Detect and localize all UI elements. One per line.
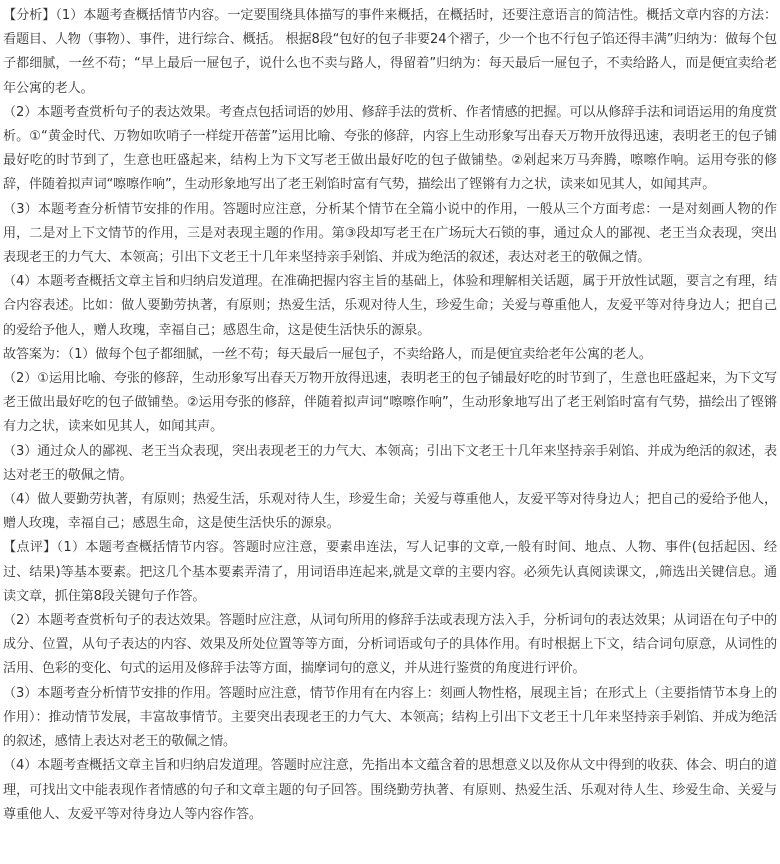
comment-part-1: 【点评】（1）本题考查概括情节内容。答题时应注意，要素串连法，写人记事的文章,一般有时间、地点、人物、事件(包括起因、经过、结果)等基本要素。把这几个基本要素弄清了，用词语串连起来,就是文章的主要内容。必须先认真阅读课文，,筛选出关键信息。通读文章，抓住第8段关键句子作答。 xyxy=(3,540,777,604)
answer-part-1: 故答案为：（1）做每个包子都细腻，一丝不苟；每天最后一屉包子，不卖给路人，而是便宜卖给老年公寓的老人。 xyxy=(3,346,652,362)
analysis-part-4: （4）本题考查概括文章主旨和归纳启发道理。在准确把握内容主旨的基础上，体验和理解相关话题，属于开放性试题，要言之有理，结合内容表述。比如：做人要勤劳执著，有原则；热爱生活，乐观对待人生，珍爱生命；关爱与尊重他人，友爱平等对待身边人；把自己的爱给予他人，赠人玫瑰，幸福自己；感恩生命，这是使生活快乐的源泉。 xyxy=(3,274,777,338)
comment-part-4: （4）本题考查概括文章主旨和归纳启发道理。答题时应注意，先指出本文蕴含着的思想意义以及你从文中得到的收获、体会、明白的道理，可找出文中能表现作者情感的句子和文章主题的句子回答。围绕勤劳执著、有原则、热爱生活、乐观对待人生、珍爱生命、关爱与尊重他人、友爱平等对待身边人等内容作答。 xyxy=(3,758,777,822)
analysis-part-3: （3）本题考查分析情节安排的作用。答题时应注意，分析某个情节在全篇小说中的作用，一般从三个方面考虑：一是对刻画人物的作用，二是对上下文情节的作用，三是对表现主题的作用。第③段却写老王在广场玩大石锁的事，通过众人的鄙视、老王当众表现，突出表现老王的力气大、本领高；引出下文老王十几年来坚持亲手剁馅、并成为绝活的叙述，表达对老王的敬佩之情。 xyxy=(3,201,777,266)
answer-part-3: （3）通过众人的鄙视、老王当众表现，突出表现老王的力气大、本领高；引出下文老王十几年来坚持亲手剁馅、并成为绝活的叙述，表达对老王的敬佩之情。 xyxy=(3,443,777,483)
analysis-heading-paragraph: 【分析】（1）本题考查概括情节内容。一定要围绕具体描写的事件来概括，在概括时，还要注意语言的简洁性。概括文章内容的方法：看题目、人物（事物）、事件，进行综合、概括。 根据8段“包好的包子非要24个褶子，少一个也不行包子馅还得丰满”归纳为：做每个包子都细腻，一丝不苟；“早上最后一屉包子，说什么也不卖与路人，得留着”归纳为：每天最后一屉包子，不卖给路人，而是便宜卖给老年公寓的老人。 xyxy=(3,8,777,96)
answer-part-4: （4）做人要勤劳执著，有原则；热爱生活，乐观对待人生，珍爱生命；关爱与尊重他人，友爱平等对待身边人；把自己的爱给予他人，赠人玫瑰，幸福自己；感恩生命，这是使生活快乐的源泉。 xyxy=(3,492,777,532)
comment-part-2: （2）本题考查赏析句子的表达效果。答题时应注意，从词句所用的修辞手法或表现方法入手，分析词句的表达效果；从词语在句子中的成分、位置，从句子表达的内容、效果及所处位置等等方面，分析词语或句子的具体作用。有时根据上下文，结合词句原意，从词性的活用、色彩的变化、句式的运用及修辞手法等方面，揣摩词句的意义，并从进行鉴赏的角度进行评价。 xyxy=(3,613,777,677)
comment-part-3: （3）本题考查分析情节安排的作用。答题时应注意，情节作用有在内容上：刻画人物性格，展现主旨；在形式上（主要指情节本身上的作用）：推动情节发展，丰富故事情节。主要突出表现老王的力气大、本领高；结构上引出下文老王十几年来坚持亲手剁馅、并成为绝活的叙述，感情上表达对老王的敬佩之情。 xyxy=(3,685,777,750)
analysis-part-2: （2）本题考查赏析句子的表达效果。考查点包括词语的妙用、修辞手法的赏析、作者情感的把握。可以从修辞手法和词语运用的角度赏析。①“黄金时代、万物如吹哨子一样绽开蓓蕾”运用比喻、夸张的修辞，内容上生动形象写出春天万物开放得迅速，表明老王的包子铺最好吃的时节到了，生意也旺盛起来，结构上为下文写老王做出最好吃的包子做铺垫。②剁起来万马奔腾，嚓嚓作响。运用夸张的修辞，伴随着拟声词“嚓嚓作响”，生动形象地写出了老王剁馅时富有气势，描绘出了铿锵有力之状，读来如见其人，如闻其声。 xyxy=(3,104,777,193)
answer-part-2: （2）①运用比喻、夸张的修辞，生动形象写出春天万物开放得迅速，表明老王的包子铺最好吃的时节到了，生意也旺盛起来，为下文写老王做出最好吃的包子做铺垫。②运用夸张的修辞，伴随着拟声词“嚓嚓作响”，生动形象地写出了老王剁馅时富有气势，描绘出了铿锵有力之状，读来如见其人，如闻其声。 xyxy=(3,371,777,435)
